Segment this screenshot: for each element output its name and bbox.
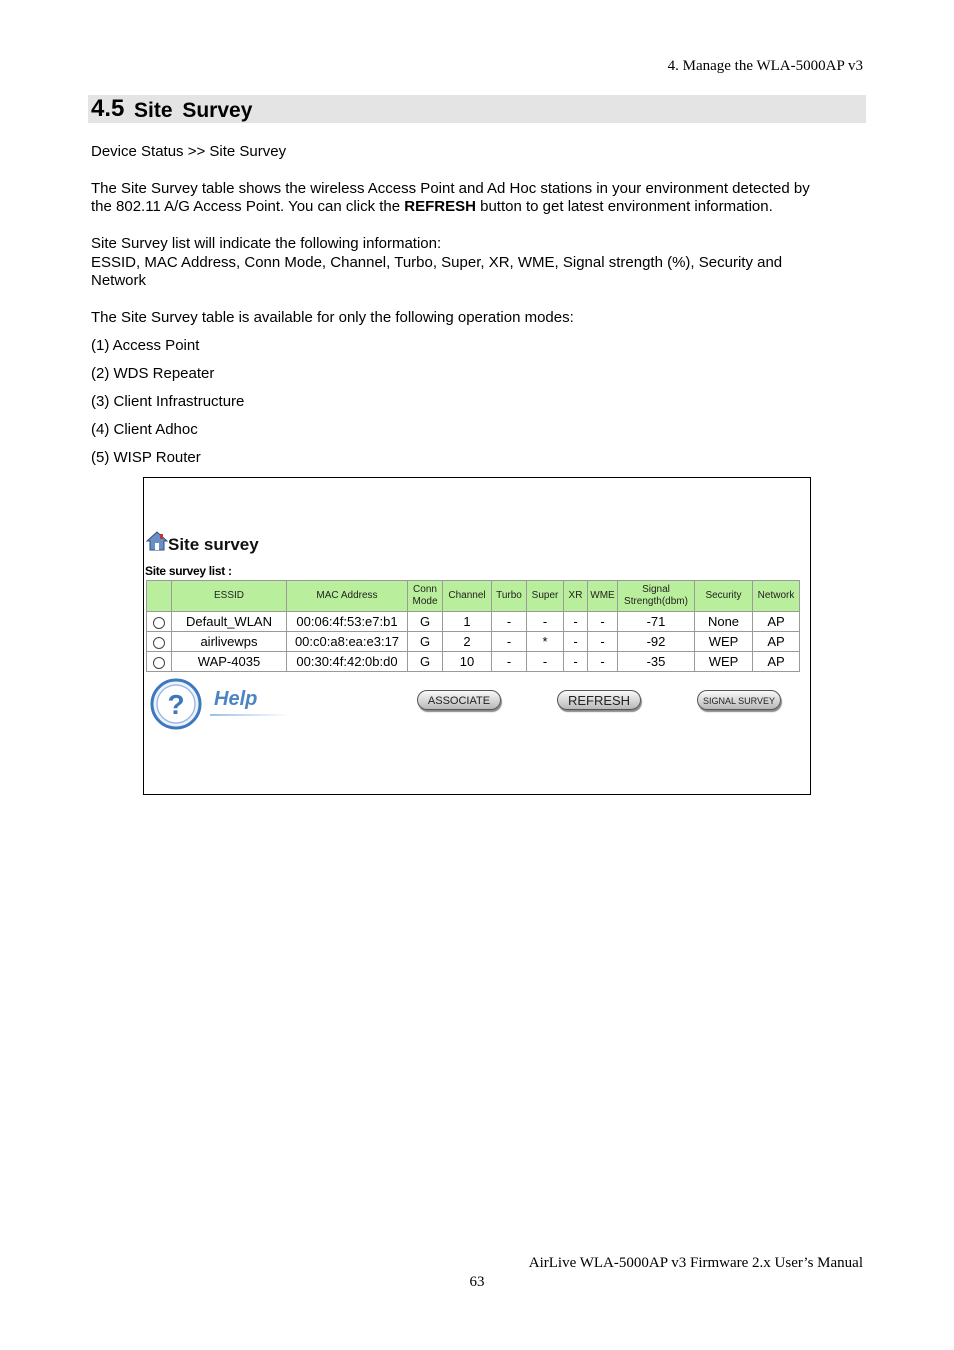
column-header: WME xyxy=(588,581,618,612)
table-cell: Default_WLAN xyxy=(172,612,287,632)
table-cell: 00:06:4f:53:e7:b1 xyxy=(287,612,408,632)
info-line-1: Site Survey list will indicate the following information: xyxy=(91,235,442,252)
site-survey-table xyxy=(146,580,800,672)
table-cell: - xyxy=(588,612,618,632)
column-header: Channel xyxy=(443,581,492,612)
table-cell: G xyxy=(408,632,443,652)
table-cell: - xyxy=(527,652,564,672)
table-cell: WEP xyxy=(695,652,753,672)
mode-item: (4) Client Adhoc xyxy=(91,421,198,438)
table-cell: None xyxy=(695,612,753,632)
column-header: Security xyxy=(695,581,753,612)
table-cell: - xyxy=(564,652,588,672)
house-icon xyxy=(146,530,168,552)
info-line-3: Network xyxy=(91,272,147,289)
table-cell: 10 xyxy=(443,652,492,672)
table-cell: -92 xyxy=(618,632,695,652)
table-cell: G xyxy=(408,612,443,632)
site-survey-screenshot xyxy=(143,477,811,795)
mode-item: (1) Access Point xyxy=(91,337,200,354)
row-select-cell[interactable] xyxy=(147,632,172,652)
mode-item: (2) WDS Repeater xyxy=(91,365,215,382)
page-number: 63 xyxy=(469,1274,485,1290)
mode-item: (3) Client Infrastructure xyxy=(91,393,245,410)
table-cell: - xyxy=(492,632,527,652)
help-underline xyxy=(210,714,290,716)
refresh-button[interactable]: REFRESH xyxy=(557,690,641,710)
column-header: Super xyxy=(527,581,564,612)
table-cell: - xyxy=(564,632,588,652)
table-cell: - xyxy=(492,612,527,632)
table-cell: -35 xyxy=(618,652,695,672)
intro-text-b: button to get latest environment information. xyxy=(475,198,773,215)
row-select-cell[interactable] xyxy=(147,612,172,632)
intro-text-a: the 802.11 A/G Access Point. You can click the xyxy=(91,198,405,215)
running-header: 4. Manage the WLA-5000AP v3 xyxy=(667,58,863,74)
row-select-cell[interactable] xyxy=(147,652,172,672)
table-cell: - xyxy=(588,632,618,652)
table-cell: AP xyxy=(753,632,800,652)
column-header: MAC Address xyxy=(287,581,408,612)
row-select-radio[interactable] xyxy=(153,637,165,649)
row-select-radio[interactable] xyxy=(153,657,165,669)
table-cell: AP xyxy=(753,652,800,672)
table-cell: 2 xyxy=(443,632,492,652)
table-row xyxy=(147,652,800,672)
column-header: Conn Mode xyxy=(408,581,443,612)
footer-manual-title: AirLive WLA-5000AP v3 Firmware 2.x User’s Manual xyxy=(528,1255,863,1271)
table-header-row xyxy=(147,581,800,612)
section-number: 4.5 xyxy=(91,95,125,122)
mode-item: (5) WISP Router xyxy=(91,449,201,466)
table-cell: airlivewps xyxy=(172,632,287,652)
table-cell: 00:c0:a8:ea:e3:17 xyxy=(287,632,408,652)
row-select-radio[interactable] xyxy=(153,617,165,629)
svg-text:?: ? xyxy=(167,689,185,720)
help-question-icon xyxy=(150,678,202,730)
table-cell: 00:30:4f:42:0b:d0 xyxy=(287,652,408,672)
table-cell: - xyxy=(492,652,527,672)
intro-line-2 xyxy=(91,198,773,217)
section-heading xyxy=(88,95,866,123)
table-cell: - xyxy=(527,612,564,632)
section-title: Site Survey xyxy=(134,99,253,122)
site-survey-list-label: Site survey list : xyxy=(145,564,232,578)
help-link[interactable] xyxy=(150,678,258,735)
table-cell: G xyxy=(408,652,443,672)
site-survey-title: Site survey xyxy=(168,535,259,554)
intro-line-1: The Site Survey table shows the wireless Access Point and Ad Hoc stations in your environment detected by xyxy=(91,180,810,197)
table-cell: - xyxy=(564,612,588,632)
table-row xyxy=(147,612,800,632)
column-header: XR xyxy=(564,581,588,612)
table-cell: AP xyxy=(753,612,800,632)
modes-intro: The Site Survey table is available for only the following operation modes: xyxy=(91,309,574,326)
column-header: Signal Strength(dbm) xyxy=(618,581,695,612)
select-column-header xyxy=(147,581,172,612)
breadcrumb: Device Status >> Site Survey xyxy=(91,143,287,160)
info-line-2: ESSID, MAC Address, Conn Mode, Channel, Turbo, Super, XR, WME, Signal strength (%), Security and xyxy=(91,254,783,271)
table-cell: WEP xyxy=(695,632,753,652)
table-cell: - xyxy=(588,652,618,672)
table-cell: 1 xyxy=(443,612,492,632)
signal-survey-button[interactable]: SIGNAL SURVEY xyxy=(697,690,781,710)
intro-refresh-keyword: REFRESH xyxy=(404,198,476,215)
table-cell: WAP-4035 xyxy=(172,652,287,672)
help-label[interactable]: Help xyxy=(214,688,258,710)
column-header: ESSID xyxy=(172,581,287,612)
table-row xyxy=(147,632,800,652)
table-cell: * xyxy=(527,632,564,652)
table-cell: -71 xyxy=(618,612,695,632)
column-header: Network xyxy=(753,581,800,612)
column-header: Turbo xyxy=(492,581,527,612)
associate-button[interactable]: ASSOCIATE xyxy=(417,690,501,710)
